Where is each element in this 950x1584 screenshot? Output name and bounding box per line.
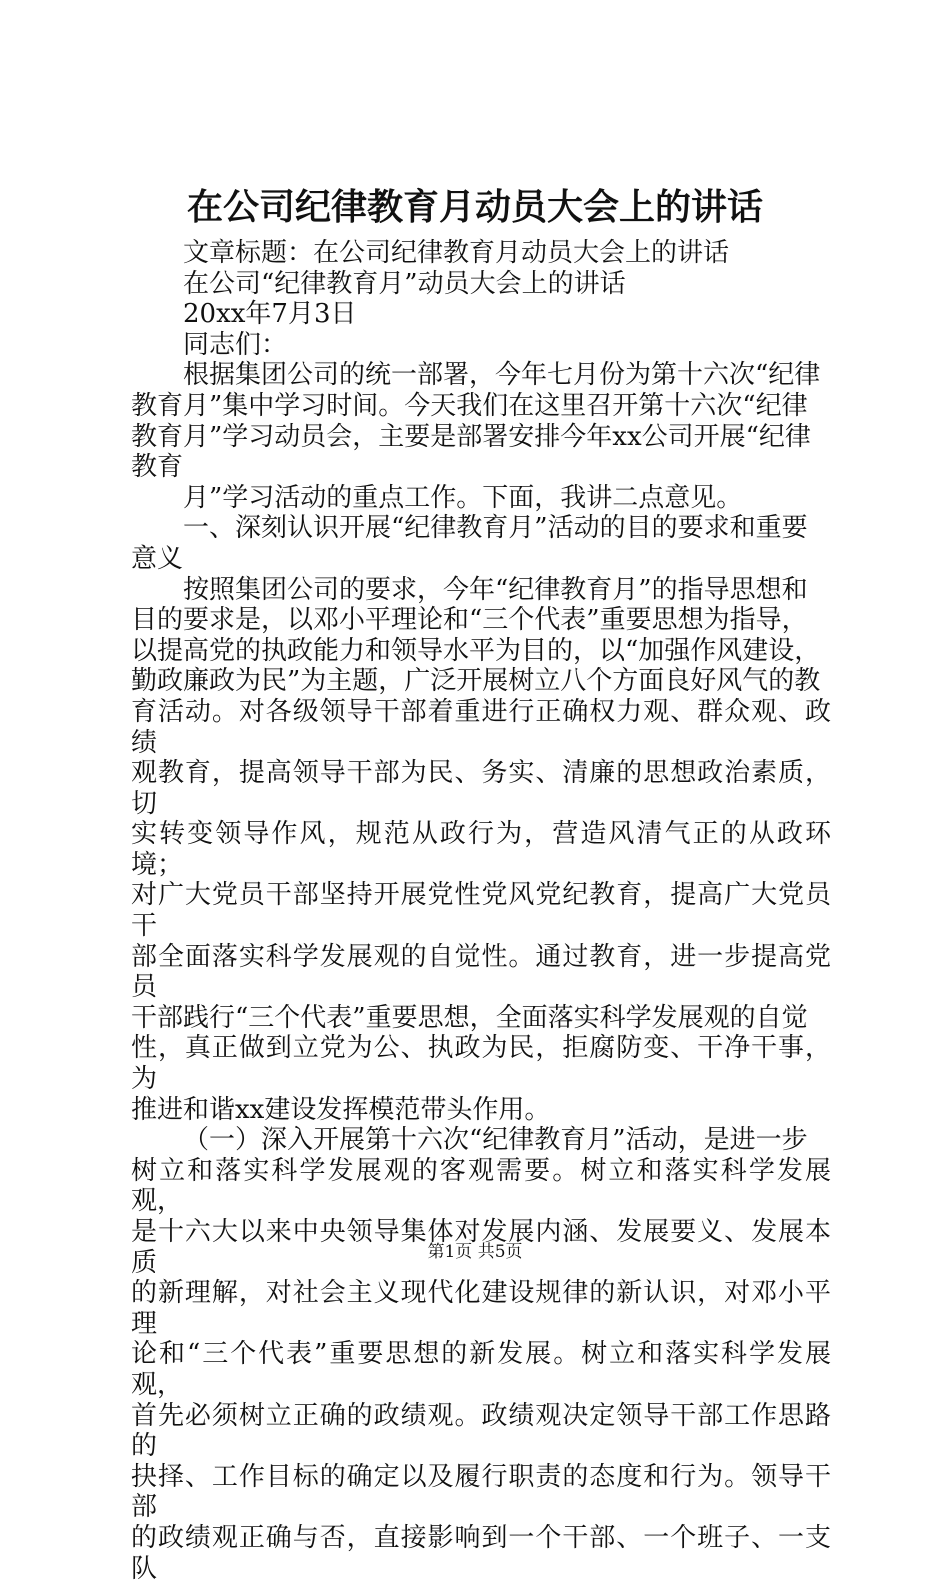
paragraph-guiding-thought: 按照集团公司的要求，今年“纪律教育月”的指导思想和 目的要求是，以邓小平理论和“三个代表”重要思想为指导， 以提高党的执政能力和领导水平为目的，以“加强作风建设， 勤政廉政为民”为主题，广泛开展树立八个方面良好风气的教 育活动。对各级领导干部着重进行正确权力观、群众观、政绩 观教育，提高领导干部为民、务实、清廉的思想政治素质，切 实转变领导作风，规范从政行为，营造风清气正的从政环境； 对广大党员干部坚持开展党性党风党纪教育，提高广大党员干 部全面落实科学发展观的自觉性。通过教育，进一步提高党员 干部践行“三个代表”重要思想，全面落实科学发展观的自觉 性，真正做到立党为公、执政为民，拒腐防变、干净干事，为 推进和谐xx建设发挥模范带头作用。 [131, 574, 831, 1125]
paragraph-salutation: 同志们： [183, 329, 288, 360]
paragraph-intro-continued: 月”学习活动的重点工作。下面，我讲二点意见。 [183, 482, 743, 513]
document-title: 在公司纪律教育月动员大会上的讲话 [186, 186, 763, 228]
document-body [131, 238, 831, 1584]
paragraph-article-title: 文章标题：在公司纪律教育月动员大会上的讲话 [183, 238, 730, 268]
section-heading-one: 一、深刻认识开展“纪律教育月”活动的目的要求和重要 意义 [131, 513, 808, 574]
paragraph-point-one: （一）深入开展第十六次“纪律教育月”活动，是进一步 树立和落实科学发展观的客观需要。树立和落实科学发展观， 是十六大以来中央领导集体对发展内涵、发展要义、发展本质 的新理解，对社会主义现代化建设规律的新认识，对邓小平理 论和“三个代表”重要思想的新发展。树立和落实科学发展观， 首先必须树立正确的政绩观。政绩观决定领导干部工作思路的 抉择、工作目标的确定以及履行职责的态度和行为。领导干部 的政绩观正确与否，直接影响到一个干部、一个班子、一支队 [131, 1125, 831, 1584]
page-footer: 第1页 共5页 [427, 1242, 523, 1262]
paragraph-speech-title: 在公司“纪律教育月”动员大会上的讲话 [183, 268, 626, 299]
paragraph-intro: 根据集团公司的统一部署，今年七月份为第十六次“纪律 教育月”集中学习时间。今天我们在这里召开第十六次“纪律 教育月”学习动员会，主要是部署安排今年xx公司开展“纪律 教育 [131, 360, 821, 483]
paragraph-date: 20xx年7月3日 [183, 299, 357, 330]
